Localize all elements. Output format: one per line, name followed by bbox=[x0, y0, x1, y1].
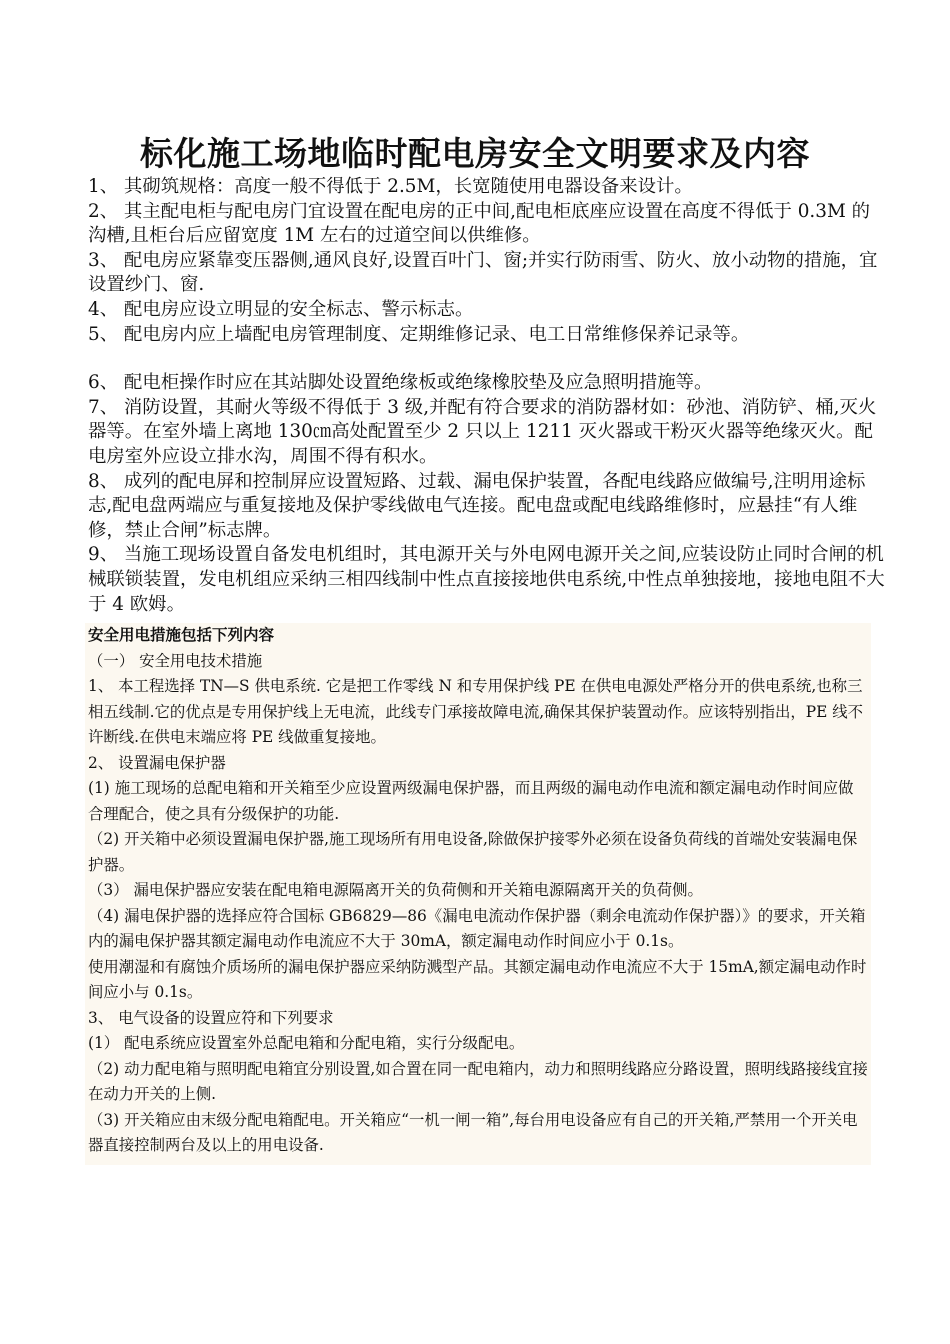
requirement-item: 4、 配电房应设立明显的安全标志、警示标志。 bbox=[88, 298, 474, 320]
requirement-item: 8、 成列的配电屏和控制屏应设置短路、过载、漏电保护装置，各配电线路应做编号,注明用途标志,配电盘两端应与重复接地及保护零线做电气连接。配电盘或配电线路维修时，应悬挂“有人维修，禁止合闸”标志牌。 bbox=[88, 470, 866, 541]
measure-line: （4) 漏电保护器的选择应符合国标 GB6829—86《漏电电流动作保护器（剩余电流动作保护器）》的要求，开关箱内的漏电保护器其额定漏电动作电流应不大于 30mA，额定漏电动作时间应小于 0.1s。 bbox=[88, 906, 866, 950]
requirements-list bbox=[88, 175, 888, 617]
requirement-item: 2、 其主配电柜与配电房门宜设置在配电房的正中间,配电柜底座应设置在高度不得低于 0.3M 的沟槽,且柜台后应留宽度 1M 左右的过道空间以供维修。 bbox=[88, 200, 871, 247]
section-heading: 安全用电措施包括下列内容 bbox=[88, 627, 275, 644]
measure-line: (1) 施工现场的总配电箱和开关箱至少应设置两级漏电保护器，而且两级的漏电动作电流和额定漏电动作时间应做合理配合，使之具有分级保护的功能. bbox=[88, 779, 854, 823]
measure-line: （3) 开关箱应由末级分配电箱配电。开关箱应“一机一闸一箱”,每台用电设备应有自己的开关箱,严禁用一个开关电器直接控制两台及以上的用电设备. bbox=[88, 1110, 858, 1154]
requirement-item: 7、 消防设置，其耐火等级不得低于 3 级,并配有符合要求的消防器材如：砂池、消防铲、桶,灭火器等。在室外墙上离地 130㎝高处配置至少 2 只以上 1211 灭火器或干粉灭火器等绝缘灭火。配电房室外应设立排水沟，周围不得有积水。 bbox=[88, 396, 877, 467]
measure-line: （3） 漏电保护器应安装在配电箱电源隔离开关的负荷侧和开关箱电源隔离开关的负荷侧。 bbox=[88, 881, 703, 899]
measure-line: 2、 设置漏电保护器 bbox=[88, 753, 226, 772]
measure-line: 3、 电气设备的设置应符和下列要求 bbox=[88, 1008, 334, 1027]
measure-line: 使用潮湿和有腐蚀介质场所的漏电保护器应采纳防溅型产品。其额定漏电动作电流应不大于 15mA,额定漏电动作时间应小与 0.1s。 bbox=[88, 957, 867, 1001]
measure-line: （一） 安全用电技术措施 bbox=[88, 651, 263, 670]
measure-line: 1、 本工程选择 TN—S 供电系统. 它是把工作零线 N 和专用保护线 PE 在供电电源处严格分开的供电系统,也称三相五线制.它的优点是专用保护线上无电流，此线专门承接故障电流,确保其保护装置动作。应该特别指出，PE 线不许断线.在供电末端应将 PE 线做重复接地。 bbox=[88, 677, 864, 746]
document-title: 标化施工场地临时配电房安全文明要求及内容 bbox=[140, 134, 810, 173]
requirement-item: 6、 配电柜操作时应在其站脚处设置绝缘板或绝缘橡胶垫及应急照明措施等。 bbox=[88, 372, 713, 394]
measure-line: （2) 动力配电箱与照明配电箱宜分别设置,如合置在同一配电箱内，动力和照明线路应分路设置，照明线路接线宜接在动力开关的上侧. bbox=[88, 1059, 868, 1103]
requirement-item: 9、 当施工现场设置自备发电机组时，其电源开关与外电网电源开关之间,应装设防止同时合闸的机械联锁装置，发电机组应采纳三相四线制中性点直接接地供电系统,中性点单独接地，接地电阻不大于 4 欧姆。 bbox=[88, 544, 885, 615]
requirement-item: 1、 其砌筑规格：高度一般不得低于 2.5M，长宽随使用电器设备来设计。 bbox=[88, 176, 693, 197]
measure-line: (1） 配电系统应设置室外总配电箱和分配电箱，实行分级配电。 bbox=[88, 1034, 525, 1052]
requirement-item: 3、 配电房应紧靠变压器侧,通风良好,设置百叶门、窗;并实行防雨雪、防火、放小动物的措施，宜设置纱门、窗. bbox=[88, 249, 878, 296]
safety-measures-section bbox=[85, 623, 871, 1165]
measure-line: （2) 开关箱中必须设置漏电保护器,施工现场所有用电设备,除做保护接零外必须在设备负荷线的首端处安装漏电保护器。 bbox=[88, 830, 858, 874]
requirement-item: 5、 配电房内应上墙配电房管理制度、定期维修记录、电工日常维修保养记录等。 bbox=[88, 323, 750, 345]
